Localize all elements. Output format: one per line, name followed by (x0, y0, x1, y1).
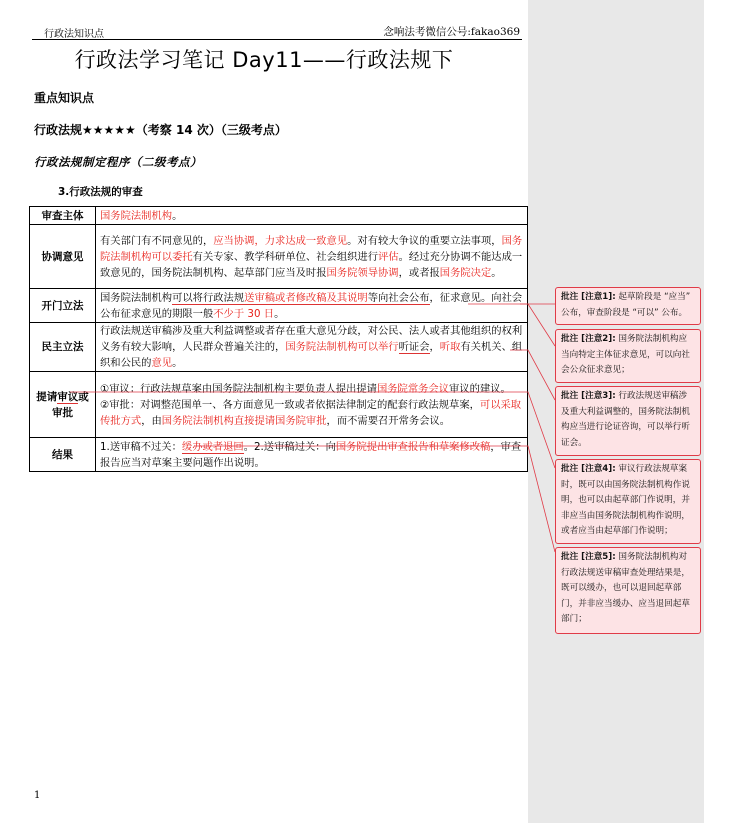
row-label: 开门立法 (30, 289, 96, 323)
table-row (30, 323, 528, 372)
row-content: 行政法规送审稿涉及重大利益调整或者存在重大意见分歧，对公民、法人或者其他组织的权利义务有较大影响，人民群众普遍关注的，国务院法制机构可以举行听证会，听取有关机关、组织和公民的意见。 (96, 323, 528, 372)
comment-tag: 批注 [注意4]: (561, 464, 616, 474)
comment-tag: 批注 [注意1]: (561, 292, 616, 302)
row-label: 提请审议或审批 (30, 372, 96, 438)
heading-topic: 行政法规★★★★★（考察 14 次）（三级考点） (34, 123, 287, 137)
row-content: 1.送审稿不过关：缓办或者退回。2.送审稿过关：向国务院提出审查报告和草案修改稿，审查报告应当对草案主要问题作出说明。 (96, 438, 528, 472)
row-content: ①审议：行政法规草案由国务院法制机构主要负责人提出提请国务院常务会议审议的建议。 ②审批：对调整范围单一、各方面意见一致或者依据法律制定的配套行政法规草案，可以采取传批方式，由国务院法制机构直接提请国务院审批，而不需要召开常务会议。 (96, 372, 528, 438)
comment-4[interactable] (555, 459, 701, 544)
header-left: 行政法知识点 (44, 29, 104, 40)
row-content: 国务院法制机构可以将行政法规送审稿或者修改稿及其说明等向社会公布，征求意见。向社会公布征求意见的期限一般不少于 30 日。 (96, 289, 528, 323)
page-title: 行政法学习笔记 Day11——行政法规下 (74, 48, 454, 72)
comment-tag: 批注 [注意2]: (561, 334, 616, 344)
comment-3[interactable] (555, 386, 701, 456)
page-margin-strip (704, 0, 746, 823)
comment-tag: 批注 [注意3]: (561, 391, 616, 401)
row-label: 审查主体 (30, 207, 96, 225)
header-right: 念响法考微信公号:fakao369 (383, 26, 520, 38)
comment-text: 起草阶段是 “应当” 公布，审查阶段是 “可以” 公布。 (561, 292, 691, 318)
comment-2[interactable] (555, 329, 701, 383)
comment-text: 国务院法制机构应当向特定主体征求意见，可以向社会公众征求意见； (561, 334, 690, 375)
heading-procedure: 行政法规制定程序（二级考点） (34, 155, 202, 169)
comment-5[interactable] (555, 547, 701, 634)
row-label: 民主立法 (30, 323, 96, 372)
heading-section: 3.行政法规的审查 (58, 186, 143, 198)
page-number: 1 (34, 790, 41, 801)
review-table (29, 206, 528, 472)
table-row (30, 289, 528, 323)
heading-key-points: 重点知识点 (34, 91, 95, 105)
comment-1[interactable] (555, 287, 701, 325)
row-label: 协调意见 (30, 225, 96, 289)
table-row (30, 438, 528, 472)
comment-text: 国务院法制机构对行政法规送审稿审查处理结果是，既可以缓办，也可以退回起草部门，并非应当缓办、应当退回起草部门； (561, 552, 690, 624)
comment-text: 审议行政法规草案时，既可以由国务院法制机构作说明，也可以由起草部门作说明，并非应当由国务院法制机构作说明，或者应当由起草部门作说明； (561, 464, 690, 536)
table-row (30, 207, 528, 225)
table-row (30, 225, 528, 289)
table-row (30, 372, 528, 438)
header-rule (32, 39, 522, 40)
row-content: 有关部门有不同意见的，应当协调，力求达成一致意见。对有较大争议的重要立法事项，国务院法制机构可以委托有关专家、教学科研单位、社会组织进行评估。经过充分协调不能达成一致意见的，国务院法制机构、起草部门应当及时报国务院领导协调，或者报国务院决定。 (96, 225, 528, 289)
comment-text: 行政法规送审稿涉及重大利益调整的，国务院法制机构应当进行论证咨询，可以举行听证会。 (561, 391, 690, 448)
row-label: 结果 (30, 438, 96, 472)
row-content: 国务院法制机构。 (96, 207, 528, 225)
comment-tag: 批注 [注意5]: (561, 552, 616, 562)
